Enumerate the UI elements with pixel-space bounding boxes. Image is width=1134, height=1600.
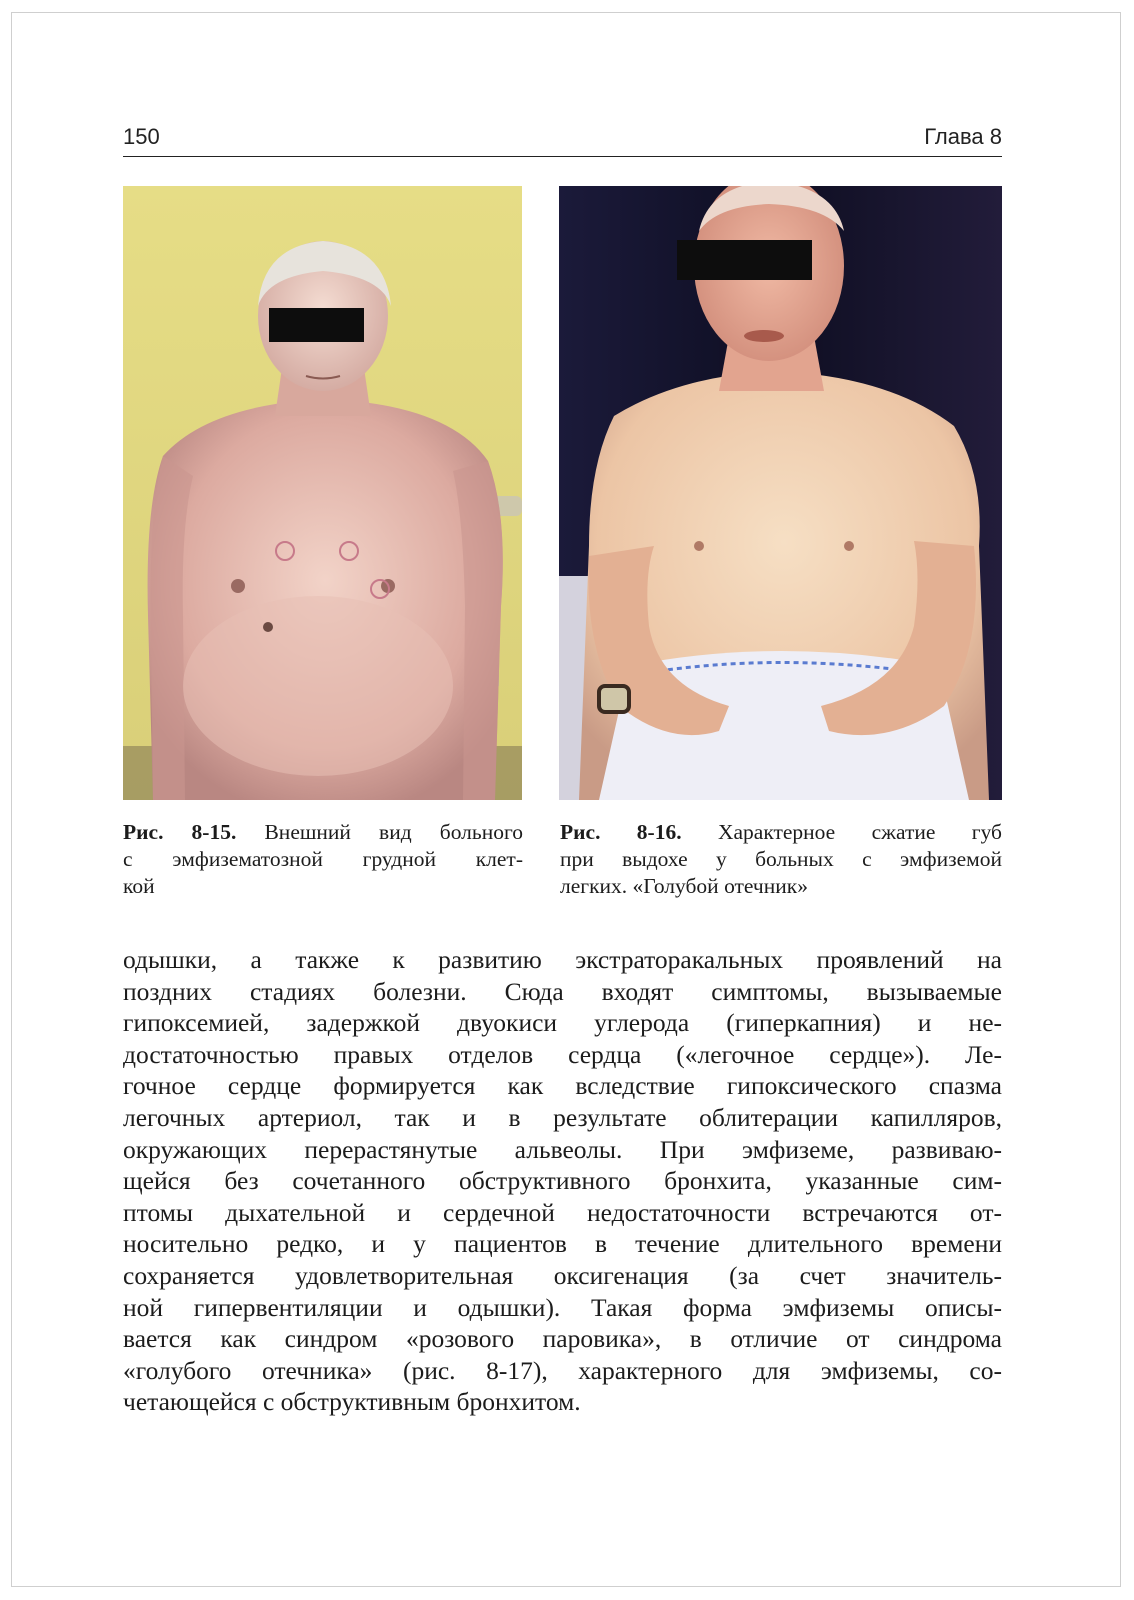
caption-line: Внешний вид больного: [264, 820, 523, 844]
figure-label: Рис. 8-15.: [123, 820, 237, 844]
body-line: щейся без сочетанного обструктивного бронхита, указанные сим-: [123, 1166, 1002, 1196]
caption-line: Характерное сжатие губ: [717, 820, 1002, 844]
body-line: вается как синдром «розового паровика», в отличие от синдрома: [123, 1324, 1002, 1354]
patient-photo-2: [559, 186, 1002, 800]
figure-8-15-caption: [123, 819, 523, 900]
figure-label: Рис. 8-16.: [560, 820, 682, 844]
body-line: четающейся с обструктивным бронхитом.: [123, 1387, 581, 1417]
body-line: «голубого отечника» (рис. 8-17), характерного для эмфиземы, со-: [123, 1355, 1002, 1385]
body-line: достаточностью правых отделов сердца («легочное сердце»). Ле-: [123, 1039, 1002, 1069]
caption-line: при выдохе у больных с эмфиземой: [560, 847, 1002, 871]
body-paragraph: [123, 944, 1002, 1418]
caption-line: кой: [123, 874, 155, 898]
patient-photo-1: [123, 186, 522, 800]
body-line: птомы дыхательной и сердечной недостаточности встречаются от-: [123, 1197, 1002, 1227]
figure-8-15-photo: [123, 186, 522, 800]
body-line: носительно редко, и у пациентов в течение длительного времени: [123, 1229, 1002, 1259]
body-line: легочных артериол, так и в результате облитерации капилляров,: [123, 1102, 1002, 1132]
page-number: 150: [123, 124, 160, 149]
body-line: ной гипервентиляции и одышки). Такая форма эмфиземы описы-: [123, 1292, 1002, 1322]
figure-8-16-caption: [560, 819, 1002, 900]
body-line: гипоксемией, задержкой двуокиси углерода (гиперкапния) и не-: [123, 1008, 1002, 1038]
body-line: сохраняется удовлетворительная оксигенация (за счет значитель-: [123, 1260, 1002, 1290]
chapter-label: Глава 8: [924, 124, 1002, 149]
running-head: [123, 122, 1002, 157]
caption-line: с эмфизематозной грудной клет-: [123, 847, 523, 871]
body-line: одышки, а также к развитию экстраторакальных проявлений на: [123, 945, 1002, 974]
body-line: окружающих перерастянутые альвеолы. При эмфиземе, развиваю-: [123, 1134, 1002, 1164]
figure-8-16-photo: [559, 186, 1002, 800]
body-line: гочное сердце формируется как вследствие гипоксического спазма: [123, 1071, 1002, 1101]
body-line: поздних стадиях болезни. Сюда входят симптомы, вызываемые: [123, 976, 1002, 1006]
caption-line: легких. «Голубой отечник»: [560, 874, 808, 898]
